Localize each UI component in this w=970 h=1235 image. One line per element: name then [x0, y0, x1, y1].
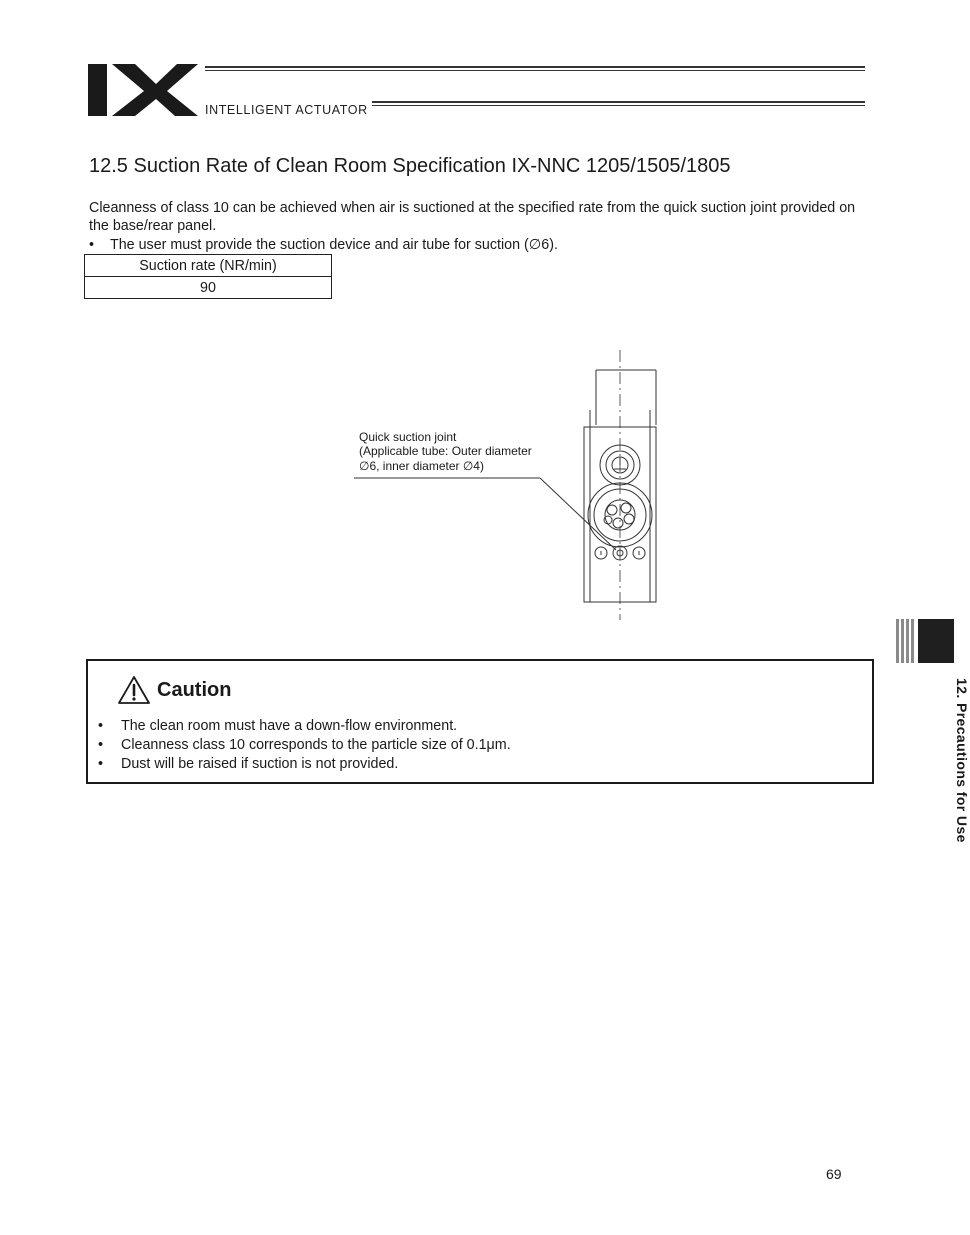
header-rule-top-2 [205, 70, 865, 71]
caution-list [96, 717, 511, 774]
actuator-rear-diagram [350, 345, 670, 625]
caution-item-text: Dust will be raised if suction is not provided. [121, 756, 399, 772]
caution-item-text: Cleanness class 10 corresponds to the particle size of 0.1μm. [121, 737, 511, 753]
header-rule-bottom-2 [372, 105, 865, 106]
caution-item [96, 717, 511, 736]
intro-paragraph: Cleanness of class 10 can be achieved when air is suctioned at the specified rate from the quick suction joint provided on the base/rear panel. [89, 200, 856, 234]
warning-triangle-icon [118, 676, 150, 704]
page-number: 69 [826, 1166, 842, 1182]
section-heading: 12.5 Suction Rate of Clean Room Specification IX-NNC 1205/1505/1805 [89, 155, 731, 177]
header-rule-bottom-1 [372, 101, 865, 103]
ix-logo [88, 62, 200, 118]
bullet-text: The user must provide the suction device and air tube for suction (∅6). [110, 237, 558, 253]
caution-bullet-marker: • [98, 718, 104, 734]
chapter-side-label: 12. Precautions for Use [954, 678, 970, 843]
bullet-marker: • [89, 237, 95, 253]
caution-item-text: The clean room must have a down-flow environment. [121, 718, 458, 734]
caution-item [96, 736, 511, 755]
caution-bullet-marker: • [98, 756, 104, 772]
chapter-tab-bars [896, 619, 954, 663]
brand-subtitle: INTELLIGENT ACTUATOR [205, 103, 368, 117]
caution-box [86, 659, 874, 784]
callout-line-3: ∅6, inner diameter ∅4) [359, 459, 484, 473]
caution-item [96, 755, 511, 774]
table-value-cell: 90 [85, 277, 332, 299]
caution-title: Caution [157, 679, 232, 701]
callout-line-1: Quick suction joint [359, 430, 457, 444]
suction-rate-table [84, 254, 332, 299]
header-rule-top-1 [205, 66, 865, 68]
requirement-bullet [89, 236, 558, 254]
caution-bullet-marker: • [98, 737, 104, 753]
callout-line-2: (Applicable tube: Outer diameter [359, 444, 532, 458]
table-header-cell: Suction rate (NR/min) [85, 255, 332, 277]
